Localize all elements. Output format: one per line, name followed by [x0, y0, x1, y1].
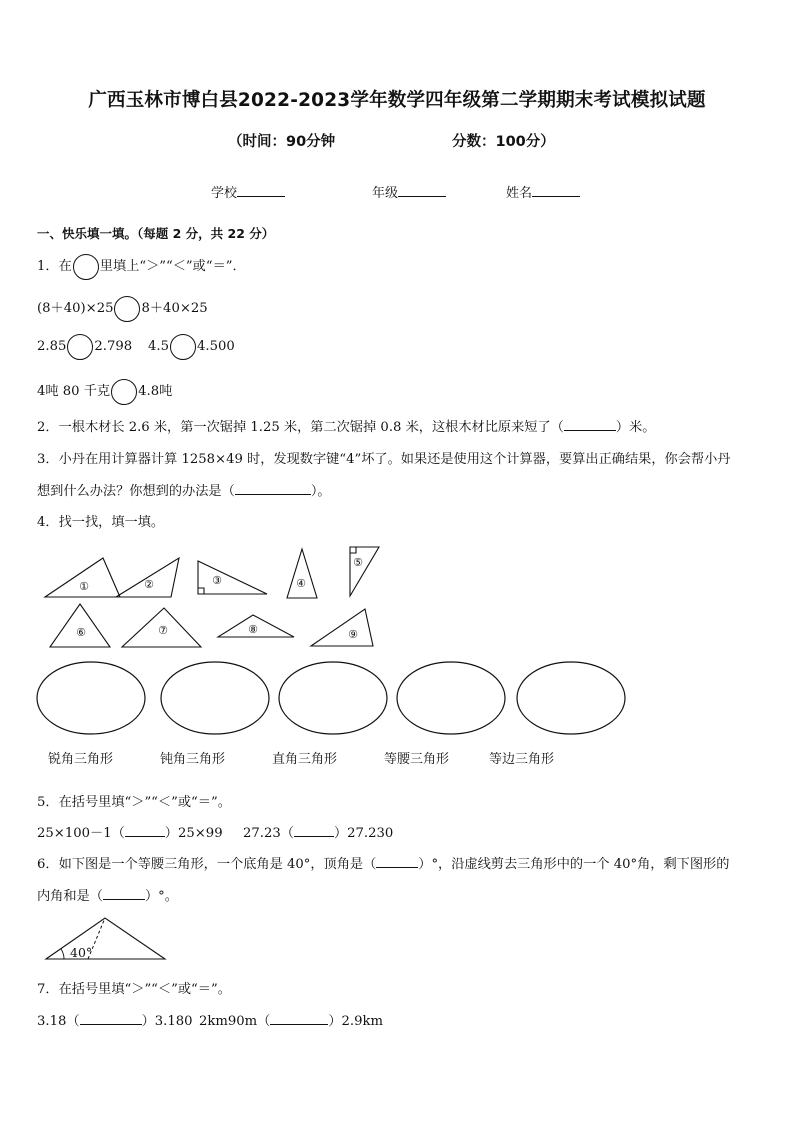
q1-row2b-left: 4.5	[148, 339, 169, 354]
triangles-figure	[0, 540, 794, 740]
triangle-number: ①	[79, 580, 89, 593]
q1-row2a-left: 2.85	[37, 339, 67, 354]
q1-post: 里填上“＞”“＜”或“＝”．	[99, 259, 246, 274]
q5-text: 5．在括号里填“＞”“＜”或“＝”。	[37, 795, 231, 810]
q1-pre: 1．在	[37, 259, 72, 274]
section-heading: 一、快乐填一填。（每题 2 分，共 22 分）	[37, 226, 275, 241]
category-ellipse-obtuse[interactable]	[161, 662, 269, 734]
q5-b-right: ）27.230	[333, 826, 394, 841]
grade-blank[interactable]	[398, 185, 446, 197]
q2-pre: 2．一根木材长 2.6 米，第一次锯掉 1.25 米，第二次锯掉 0.8 米，这根木材比原来短了（	[37, 420, 564, 435]
school-blank[interactable]	[237, 185, 285, 197]
q6-line1-pre: 6．如下图是一个等腰三角形，一个底角是 40°，顶角是（	[37, 857, 377, 872]
q1-row1	[37, 297, 208, 316]
category-ellipse-right[interactable]	[279, 662, 387, 734]
triangle-number: ⑨	[348, 628, 358, 641]
q2-post: ）米。	[615, 420, 656, 435]
answer-circle[interactable]	[67, 334, 93, 360]
school-field[interactable]	[211, 182, 285, 201]
q1-row3-left: 4吨 80 千克	[37, 384, 111, 399]
q5-a-blank[interactable]	[125, 825, 165, 837]
q1-row3-right: 4.8吨	[138, 384, 173, 399]
answer-circle[interactable]	[111, 379, 137, 405]
grade-field[interactable]	[372, 182, 446, 201]
q1-prompt	[37, 255, 246, 274]
triangle-number: ④	[296, 577, 306, 590]
angle-arc	[61, 949, 64, 959]
q6-line2-post: ）°。	[144, 889, 178, 904]
triangle-5	[350, 547, 379, 596]
q1-row2b	[148, 339, 235, 354]
q6-blank-apex[interactable]	[376, 856, 418, 868]
category-label-acute: 锐角三角形	[48, 752, 114, 767]
q7-a-left: 3.18（	[37, 1014, 80, 1029]
q2-blank[interactable]	[564, 419, 616, 431]
q2-text	[37, 416, 655, 435]
triangle-9	[311, 609, 373, 646]
q5-b-blank[interactable]	[294, 825, 334, 837]
q6-line2-pre: 内角和是（	[37, 889, 103, 904]
q3-blank[interactable]	[235, 483, 311, 495]
q3-pre: 想到什么办法？你想到的办法是（	[37, 484, 235, 499]
q1-row2b-right: 4.500	[196, 339, 235, 354]
triangle-4	[287, 549, 317, 598]
answer-circle[interactable]	[170, 334, 196, 360]
q3-line1: 3．小丹在用计算器计算 1258×49 时，发现数字键“4”坏了。如果还是使用这个计算器，要算出正确结果，你会帮小丹	[37, 452, 731, 467]
q7-a-right: ）3.180	[141, 1014, 193, 1029]
right-angle-mark-3	[198, 588, 204, 594]
q5-b-left: 27.23（	[243, 826, 294, 841]
triangle-number: ③	[212, 574, 222, 587]
angle-label: 40°	[70, 945, 93, 960]
q6-line2	[37, 885, 178, 904]
q7-a-blank[interactable]	[80, 1013, 142, 1025]
q7-b-left: 2km90m（	[199, 1014, 271, 1029]
q7-row-b	[199, 1010, 383, 1029]
triangle-number: ②	[144, 578, 154, 591]
triangle-number: ⑧	[248, 623, 258, 636]
q7-row	[37, 1010, 193, 1029]
triangle-number: ⑤	[353, 556, 363, 569]
answer-circle[interactable]	[73, 254, 99, 280]
category-ellipse-acute[interactable]	[37, 662, 145, 734]
name-field[interactable]	[506, 182, 580, 201]
grade-label: 年级	[372, 186, 399, 201]
q7-b-blank[interactable]	[270, 1013, 328, 1025]
q5-row	[37, 822, 223, 841]
isosceles-triangle	[46, 918, 165, 959]
q1-row3	[37, 380, 172, 399]
category-ellipse-equilateral[interactable]	[517, 662, 625, 734]
q1-row1-right: 8＋40×25	[141, 301, 208, 316]
q7-text: 7．在括号里填“＞”“＜”或“＝”。	[37, 982, 231, 997]
page-title: 广西玉林市博白县2022-2023学年数学四年级第二学期期末考试模拟试题	[88, 90, 706, 111]
right-angle-mark-5	[350, 547, 356, 553]
q6-line1-post: ）°，沿虚线剪去三角形中的一个 40°角，剩下图形的	[418, 857, 730, 872]
q4-text: 4．找一找，填一填。	[37, 515, 165, 530]
q5-a-left: 25×100－1（	[37, 826, 125, 841]
school-label: 学校	[211, 186, 238, 201]
q5-a-right: ）25×99	[164, 826, 223, 841]
q7-b-right: ）2.9km	[328, 1014, 384, 1029]
category-label-equilateral: 等边三角形	[489, 752, 555, 767]
time-label: （时间：90分钟	[228, 134, 336, 150]
name-blank[interactable]	[532, 185, 580, 197]
score-label: 分数：100分）	[452, 134, 555, 150]
category-label-obtuse: 钝角三角形	[160, 752, 226, 767]
q6-line1	[37, 853, 729, 872]
q3-post: ）。	[310, 484, 331, 499]
category-ellipse-isosceles[interactable]	[397, 662, 505, 734]
triangle-3	[198, 561, 267, 594]
triangle-number: ⑦	[158, 624, 168, 637]
q1-row2a	[37, 339, 132, 354]
q5-row-b	[243, 822, 393, 841]
answer-circle[interactable]	[114, 296, 140, 322]
q1-row1-left: (8＋40)×25	[37, 301, 114, 316]
category-label-isosceles: 等腰三角形	[384, 752, 450, 767]
q6-blank-sum[interactable]	[103, 888, 145, 900]
category-label-right: 直角三角形	[272, 752, 338, 767]
q1-row2a-right: 2.798	[94, 339, 133, 354]
q3-line2	[37, 480, 331, 499]
isosceles-figure	[0, 910, 200, 965]
name-label: 姓名	[506, 186, 533, 201]
triangle-number: ⑥	[76, 626, 86, 639]
